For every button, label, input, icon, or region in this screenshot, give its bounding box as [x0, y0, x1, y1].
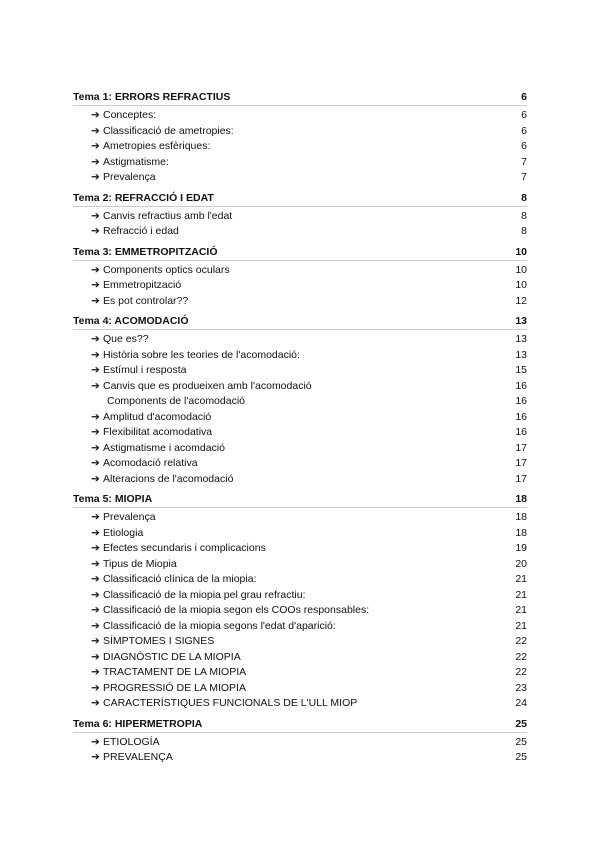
toc-entry-page-number: 22: [515, 635, 527, 647]
toc-entry-text: [91, 278, 181, 294]
toc-entry-page-number: 10: [515, 263, 527, 276]
toc-entry-page-number: 7: [521, 155, 527, 168]
arrow-right-icon: ➔: [91, 263, 100, 276]
topic-page-number: 13: [515, 315, 527, 327]
toc-entry-text: [91, 425, 212, 441]
toc-entry-text: [91, 634, 214, 650]
toc-entry-text: [91, 681, 246, 697]
topic-page-number: 25: [515, 717, 527, 730]
toc-entry[interactable]: [73, 650, 527, 666]
arrow-right-icon: ➔: [91, 751, 100, 763]
toc-entry-page-number: 19: [515, 542, 527, 554]
toc-entry-text: [107, 394, 245, 410]
toc-entry-label: ETIOLOGÍA: [103, 735, 160, 748]
toc-entry-text: [91, 456, 198, 472]
toc-entry-text: [91, 155, 169, 171]
toc-entry-text: [91, 410, 211, 426]
toc-entry-text: [91, 650, 241, 666]
toc-entry-page-number: 7: [521, 171, 527, 183]
toc-entry[interactable]: [73, 379, 527, 395]
toc-entry-label: Acomodació relativa: [103, 457, 198, 469]
toc-entry-page-number: 17: [515, 472, 527, 485]
topic-page-number: 6: [521, 91, 527, 103]
toc-entry-page-number: 22: [515, 650, 527, 663]
toc-entry-text: [91, 541, 266, 557]
toc-entry-page-number: 21: [515, 588, 527, 601]
toc-entry-label: Alteracions de l'acomodació: [103, 472, 234, 485]
topic-page-number: 8: [521, 191, 527, 204]
arrow-right-icon: ➔: [91, 124, 100, 137]
topic-page-number: 10: [515, 245, 527, 258]
toc-entry[interactable]: [73, 735, 527, 751]
toc-entry-label: Astigmatisme i acomdació: [103, 441, 225, 454]
toc-entry-text: [91, 124, 234, 140]
arrow-right-icon: ➔: [91, 681, 100, 694]
topic-title: Tema 5: MIOPIA: [73, 493, 153, 505]
toc-entry-text: [91, 170, 156, 186]
toc-entry[interactable]: [73, 294, 527, 310]
arrow-right-icon: ➔: [91, 526, 100, 539]
toc-entry-page-number: 10: [515, 279, 527, 291]
arrow-right-icon: ➔: [91, 697, 100, 709]
toc-entry[interactable]: [73, 170, 527, 186]
toc-entry-page-number: 6: [521, 124, 527, 137]
toc-entry[interactable]: [73, 425, 527, 441]
toc-entry-text: [91, 472, 233, 488]
toc-entry-label: Components de l'acomodació: [107, 395, 246, 407]
toc-entry-page-number: 21: [515, 619, 527, 632]
toc-entry[interactable]: [73, 410, 527, 426]
toc-entry-page-number: 16: [515, 395, 527, 407]
toc-entry-page-number: 25: [515, 735, 527, 748]
toc-entry[interactable]: [73, 541, 527, 557]
arrow-right-icon: ➔: [91, 426, 100, 438]
toc-entry[interactable]: [73, 139, 527, 155]
arrow-right-icon: ➔: [91, 225, 100, 237]
toc-entry-label: CARACTERÍSTIQUES FUNCIONALS DE L'ULL MIOP: [103, 697, 358, 709]
arrow-right-icon: ➔: [91, 573, 100, 585]
toc-entry[interactable]: [73, 441, 527, 457]
toc-entry[interactable]: [73, 681, 527, 697]
topic-heading[interactable]: [73, 91, 527, 106]
toc-entry-text: [91, 665, 246, 681]
toc-entry-label: PROGRESSIÓ DE LA MIOPIA: [103, 681, 246, 694]
topic-heading[interactable]: [73, 192, 527, 207]
toc-entry[interactable]: [73, 456, 527, 472]
toc-entry[interactable]: [73, 634, 527, 650]
toc-entry-label: Prevalença: [103, 171, 156, 183]
toc-entry[interactable]: [73, 108, 527, 124]
topic-heading[interactable]: [73, 718, 527, 733]
toc-entry-page-number: 15: [515, 364, 527, 376]
toc-entry-page-number: 13: [515, 348, 527, 361]
arrow-right-icon: ➔: [91, 650, 100, 663]
arrow-right-icon: ➔: [91, 635, 100, 647]
toc-entry[interactable]: [73, 124, 527, 140]
toc-entry-page-number: 23: [515, 681, 527, 694]
toc-entry-page-number: 25: [515, 751, 527, 763]
toc-entry-label: TRACTAMENT DE LA MIOPIA: [103, 666, 247, 678]
arrow-right-icon: ➔: [91, 666, 100, 678]
toc-entry-text: [91, 263, 230, 279]
arrow-right-icon: ➔: [91, 441, 100, 454]
toc-entry[interactable]: [73, 572, 527, 588]
table-of-contents: [73, 91, 527, 766]
toc-entry-label: Classificació de la miopia segon els COOs responsables:: [103, 604, 370, 616]
toc-entry-page-number: 17: [515, 457, 527, 469]
toc-entry-page-number: 16: [515, 379, 527, 392]
toc-entry[interactable]: [73, 348, 527, 364]
arrow-right-icon: ➔: [91, 279, 100, 291]
toc-entry[interactable]: [73, 363, 527, 379]
toc-entry-text: [91, 750, 173, 766]
arrow-right-icon: ➔: [91, 542, 100, 554]
arrow-right-icon: ➔: [91, 294, 100, 307]
toc-entry-text: [91, 332, 149, 348]
toc-entry[interactable]: [73, 155, 527, 171]
toc-entry-label: Emmetropització: [103, 279, 182, 291]
topic-heading[interactable]: [73, 246, 527, 261]
toc-entry-text: [91, 108, 156, 124]
toc-entry-label: Etiologia: [103, 526, 144, 539]
toc-entry-label: Es pot controlar??: [103, 294, 189, 307]
toc-entry[interactable]: [73, 665, 527, 681]
toc-entry-text: [91, 209, 232, 225]
arrow-right-icon: ➔: [91, 379, 100, 392]
toc-entry-page-number: 12: [515, 294, 527, 307]
arrow-right-icon: ➔: [91, 604, 100, 616]
toc-entry[interactable]: [73, 510, 527, 526]
toc-entry-label: Ametropies esfèriques:: [103, 140, 211, 152]
toc-entry-page-number: 16: [515, 426, 527, 438]
arrow-right-icon: ➔: [91, 109, 100, 121]
toc-entry-page-number: 22: [515, 666, 527, 678]
toc-entry-label: Astigmatisme:: [103, 155, 169, 168]
toc-entry-page-number: 21: [515, 573, 527, 585]
toc-entry-page-number: 8: [521, 225, 527, 237]
toc-entry-text: [91, 379, 312, 395]
arrow-right-icon: ➔: [91, 364, 100, 376]
toc-entry-text: [91, 224, 179, 240]
toc-entry-text: [91, 696, 357, 712]
toc-entry-label: Efectes secundaris i complicacions: [103, 542, 266, 554]
topic-page-number: 18: [515, 493, 527, 505]
toc-entry-label: Classificació de ametropies:: [103, 124, 234, 137]
toc-entry[interactable]: [73, 472, 527, 488]
toc-entry-text: [91, 588, 306, 604]
arrow-right-icon: ➔: [91, 333, 100, 345]
toc-entry-page-number: 16: [515, 410, 527, 423]
toc-entry[interactable]: [73, 263, 527, 279]
toc-entry-text: [91, 139, 210, 155]
toc-entry-text: [91, 557, 177, 573]
arrow-right-icon: ➔: [91, 171, 100, 183]
toc-entry-label: DIAGNÒSTIC DE LA MIOPIA: [103, 650, 241, 663]
toc-entry[interactable]: [73, 209, 527, 225]
topic-title: Tema 2: REFRACCIÓ I EDAT: [73, 191, 214, 204]
toc-entry[interactable]: [73, 750, 527, 766]
toc-subentry[interactable]: [73, 394, 527, 410]
toc-entry-text: [91, 441, 225, 457]
toc-entry-page-number: 18: [515, 526, 527, 539]
toc-entry-label: Classificació de la miopia pel grau refractiu:: [103, 588, 306, 601]
toc-entry-text: [91, 619, 336, 635]
topic-title: Tema 6: HIPERMETROPIA: [73, 717, 203, 730]
toc-entry-label: Classificació clínica de la miopia:: [103, 573, 257, 585]
toc-entry[interactable]: [73, 526, 527, 542]
topic-title: Tema 3: EMMETROPITZACIÓ: [73, 245, 218, 258]
toc-entry-label: Tipus de Miopia: [103, 557, 177, 570]
toc-entry[interactable]: [73, 696, 527, 712]
toc-entry-text: [91, 572, 256, 588]
toc-entry-label: Canvis refractius amb l'edat: [103, 209, 233, 222]
toc-entry-page-number: 21: [515, 604, 527, 616]
arrow-right-icon: ➔: [91, 735, 100, 748]
arrow-right-icon: ➔: [91, 619, 100, 632]
toc-entry-text: [91, 348, 300, 364]
arrow-right-icon: ➔: [91, 209, 100, 222]
toc-entry-label: Refracció i edad: [103, 225, 179, 237]
toc-entry-label: Classificació de la miopia segons l'edat d'aparició:: [103, 619, 336, 632]
toc-entry-label: SÍMPTOMES I SIGNES: [103, 635, 215, 647]
toc-entry-page-number: 6: [521, 109, 527, 121]
toc-entry-page-number: 20: [515, 557, 527, 570]
arrow-right-icon: ➔: [91, 588, 100, 601]
toc-entry-label: Prevalença: [103, 511, 156, 523]
toc-entry[interactable]: [73, 332, 527, 348]
toc-entry-text: [91, 526, 143, 542]
arrow-right-icon: ➔: [91, 557, 100, 570]
toc-entry-page-number: 24: [515, 697, 527, 709]
toc-entry-label: Canvis que es produeixen amb l'acomodació: [103, 379, 312, 392]
arrow-right-icon: ➔: [91, 410, 100, 423]
toc-entry-page-number: 13: [515, 333, 527, 345]
toc-entry-label: Història sobre les teories de l'acomodació:: [103, 348, 300, 361]
toc-entry[interactable]: [73, 557, 527, 573]
toc-entry-text: [91, 363, 186, 379]
toc-entry-page-number: 18: [515, 511, 527, 523]
toc-entry-text: [91, 294, 188, 310]
arrow-right-icon: ➔: [91, 457, 100, 469]
toc-entry-label: Amplitud d'acomodació: [103, 410, 212, 423]
toc-entry-text: [91, 510, 156, 526]
topic-title: Tema 4: ACOMODACIÓ: [73, 315, 189, 327]
arrow-right-icon: ➔: [91, 155, 100, 168]
arrow-right-icon: ➔: [91, 140, 100, 152]
toc-entry-label: PREVALENÇA: [103, 751, 173, 763]
toc-entry-label: Estímul i resposta: [103, 364, 187, 376]
topic-heading[interactable]: [73, 315, 527, 330]
topic-title: Tema 1: ERRORS REFRACTIUS: [73, 91, 231, 103]
toc-entry-label: Conceptes:: [103, 109, 157, 121]
toc-entry[interactable]: [73, 619, 527, 635]
toc-entry-text: [91, 603, 369, 619]
toc-entry-page-number: 6: [521, 140, 527, 152]
topic-heading[interactable]: [73, 493, 527, 508]
toc-entry-label: Que es??: [103, 333, 149, 345]
arrow-right-icon: ➔: [91, 348, 100, 361]
toc-entry-label: Flexibilitat acomodativa: [103, 426, 213, 438]
toc-entry-page-number: 8: [521, 209, 527, 222]
toc-entry-page-number: 17: [515, 441, 527, 454]
toc-entry[interactable]: [73, 603, 527, 619]
arrow-right-icon: ➔: [91, 472, 100, 485]
toc-entry-text: [91, 735, 160, 751]
toc-entry[interactable]: [73, 224, 527, 240]
toc-entry[interactable]: [73, 588, 527, 604]
toc-entry[interactable]: [73, 278, 527, 294]
arrow-right-icon: ➔: [91, 511, 100, 523]
toc-entry-label: Components optics oculars: [103, 263, 230, 276]
